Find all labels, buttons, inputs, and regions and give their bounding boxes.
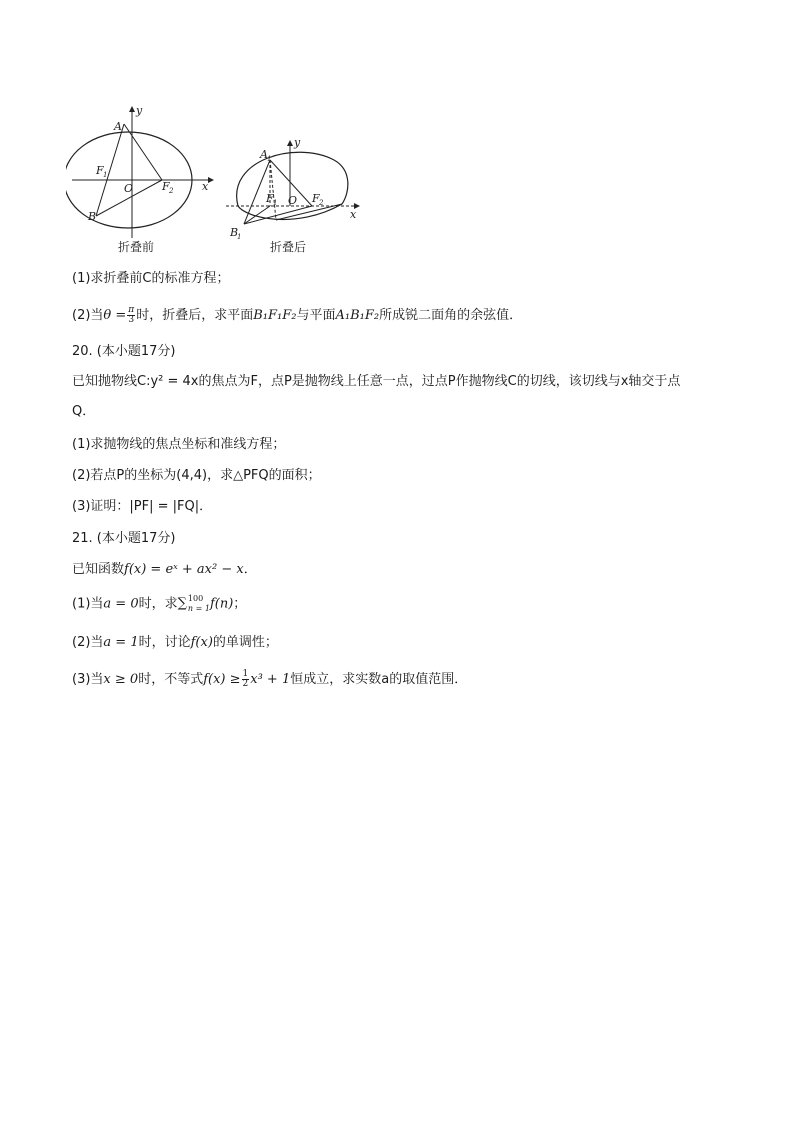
q19-fraction-den: 3 bbox=[128, 315, 135, 325]
q21-stem bbox=[72, 561, 257, 579]
q19-theta: θ = bbox=[103, 308, 127, 323]
q19-part1: (1)求折叠前C的标准方程； bbox=[72, 271, 230, 286]
q21-part3-rest: x³ + 1 bbox=[250, 672, 291, 687]
q21-part3-lead: (3)当 bbox=[72, 672, 104, 687]
label-o-after: O bbox=[288, 194, 298, 207]
q19-fraction-num: π bbox=[128, 305, 135, 315]
figure-after-folding bbox=[226, 136, 360, 241]
label-b-before: B bbox=[88, 210, 97, 223]
label-f2-after: F bbox=[312, 192, 320, 205]
q19-part2-mid: 时，折叠后，求平面 bbox=[136, 308, 254, 323]
segment-af2 bbox=[124, 124, 162, 180]
label-a1-after: A bbox=[260, 148, 268, 161]
q19-part2-and: 与平面 bbox=[296, 308, 336, 323]
label-f1-sub-before: 1 bbox=[103, 171, 108, 179]
q20-part1: (1)求抛物线的焦点坐标和准线方程； bbox=[72, 437, 286, 452]
q20-header: 20. (本小题17分) bbox=[72, 344, 176, 359]
q19-part2-lead: (2)当 bbox=[72, 308, 104, 323]
q21-sum-symbol: ∑ bbox=[177, 596, 187, 611]
q21-sum-upper: 100 bbox=[187, 594, 204, 603]
q21-part3-fraction-den: 2 bbox=[242, 679, 249, 689]
label-y-before: y bbox=[136, 104, 143, 117]
q21-part3-fraction-num: 1 bbox=[242, 669, 249, 679]
q21-part3-condition: x ≥ 0 bbox=[103, 672, 139, 687]
q21-part2-lead: (2)当 bbox=[72, 635, 104, 650]
q20-stem-line1: 已知抛物线C:y² = 4x的焦点为F，点P是抛物线上任意一点，过点P作抛物线C的切线，该切线与x轴交于点 bbox=[72, 374, 681, 389]
label-a-before: A bbox=[114, 120, 122, 133]
figure-area bbox=[66, 100, 366, 260]
q21-part1-lead: (1)当 bbox=[72, 596, 104, 612]
q21-part2 bbox=[72, 634, 278, 652]
q20-part2: (2)若点P的坐标为(4,4)，求△PFQ的面积； bbox=[72, 468, 321, 483]
q19-plane1: B₁F₁F₂ bbox=[253, 308, 297, 323]
q21-part2-condition: a = 1 bbox=[103, 635, 139, 650]
label-f1-sub-after: 1 bbox=[273, 199, 278, 207]
q21-stem-lead: 已知函数 bbox=[72, 562, 125, 577]
label-b1-sub-after: 1 bbox=[237, 233, 242, 241]
q21-sum bbox=[178, 594, 210, 614]
q20-part3: (3)证明：|PF| = |FQ|． bbox=[72, 499, 213, 514]
y-axis-arrow-icon bbox=[129, 106, 135, 112]
q21-part1 bbox=[72, 594, 246, 614]
q21-part2-mid: 时，讨论 bbox=[138, 635, 191, 650]
label-x-after: x bbox=[350, 208, 357, 221]
q21-header: 21. (本小题17分) bbox=[72, 531, 176, 546]
q21-part3-mid: 时，不等式 bbox=[138, 672, 204, 687]
q21-part3-fraction bbox=[242, 670, 250, 689]
ellipse-figures bbox=[66, 100, 366, 260]
q21-sum-term: f(n) bbox=[209, 596, 234, 612]
caption-after-folding: 折叠后 bbox=[270, 240, 307, 254]
q21-function: f(x) = eˣ + ax² − x bbox=[124, 562, 244, 577]
q20-stem-line2: Q． bbox=[72, 404, 96, 419]
caption-before-folding: 折叠前 bbox=[118, 240, 155, 254]
q21-part3-inequality: f(x) ≥ bbox=[203, 672, 241, 687]
q21-part2-function: f(x) bbox=[190, 635, 213, 650]
q21-part3 bbox=[72, 670, 467, 689]
x-axis-arrow-icon bbox=[208, 177, 214, 183]
q19-part2-end: 所成锐二面角的余弦值． bbox=[379, 308, 523, 323]
label-a1-sub-after: 1 bbox=[267, 155, 272, 163]
q21-part1-mid: 时，求 bbox=[138, 596, 178, 612]
q21-part1-end: ； bbox=[233, 596, 247, 612]
q21-sum-limits bbox=[188, 594, 210, 614]
q21-part2-end: 的单调性； bbox=[212, 635, 278, 650]
label-o-before: O bbox=[124, 182, 134, 195]
label-f2-sub-after: 2 bbox=[319, 199, 324, 207]
label-x-before: x bbox=[202, 180, 209, 193]
label-y-after: y bbox=[294, 136, 301, 149]
q19-fraction bbox=[127, 306, 135, 325]
q19-plane2: A₁B₁F₂ bbox=[335, 308, 380, 323]
label-b1-after: B bbox=[230, 226, 239, 239]
q21-stem-end: ． bbox=[243, 562, 257, 577]
fold-edge-dashed bbox=[270, 160, 276, 220]
label-f2-sub-before: 2 bbox=[169, 187, 174, 195]
q21-part3-end: 恒成立，求实数a的取值范围． bbox=[290, 672, 468, 687]
q21-part1-condition: a = 0 bbox=[103, 596, 139, 612]
y-axis-arrow-after-icon bbox=[287, 140, 293, 146]
figure-before-folding bbox=[66, 104, 214, 238]
label-f2-before: F bbox=[162, 180, 170, 193]
label-f1-before: F bbox=[96, 164, 104, 177]
q21-sum-lower: n = 1 bbox=[187, 604, 210, 613]
q19-part2 bbox=[72, 306, 522, 325]
label-f1-after: F bbox=[266, 192, 274, 205]
